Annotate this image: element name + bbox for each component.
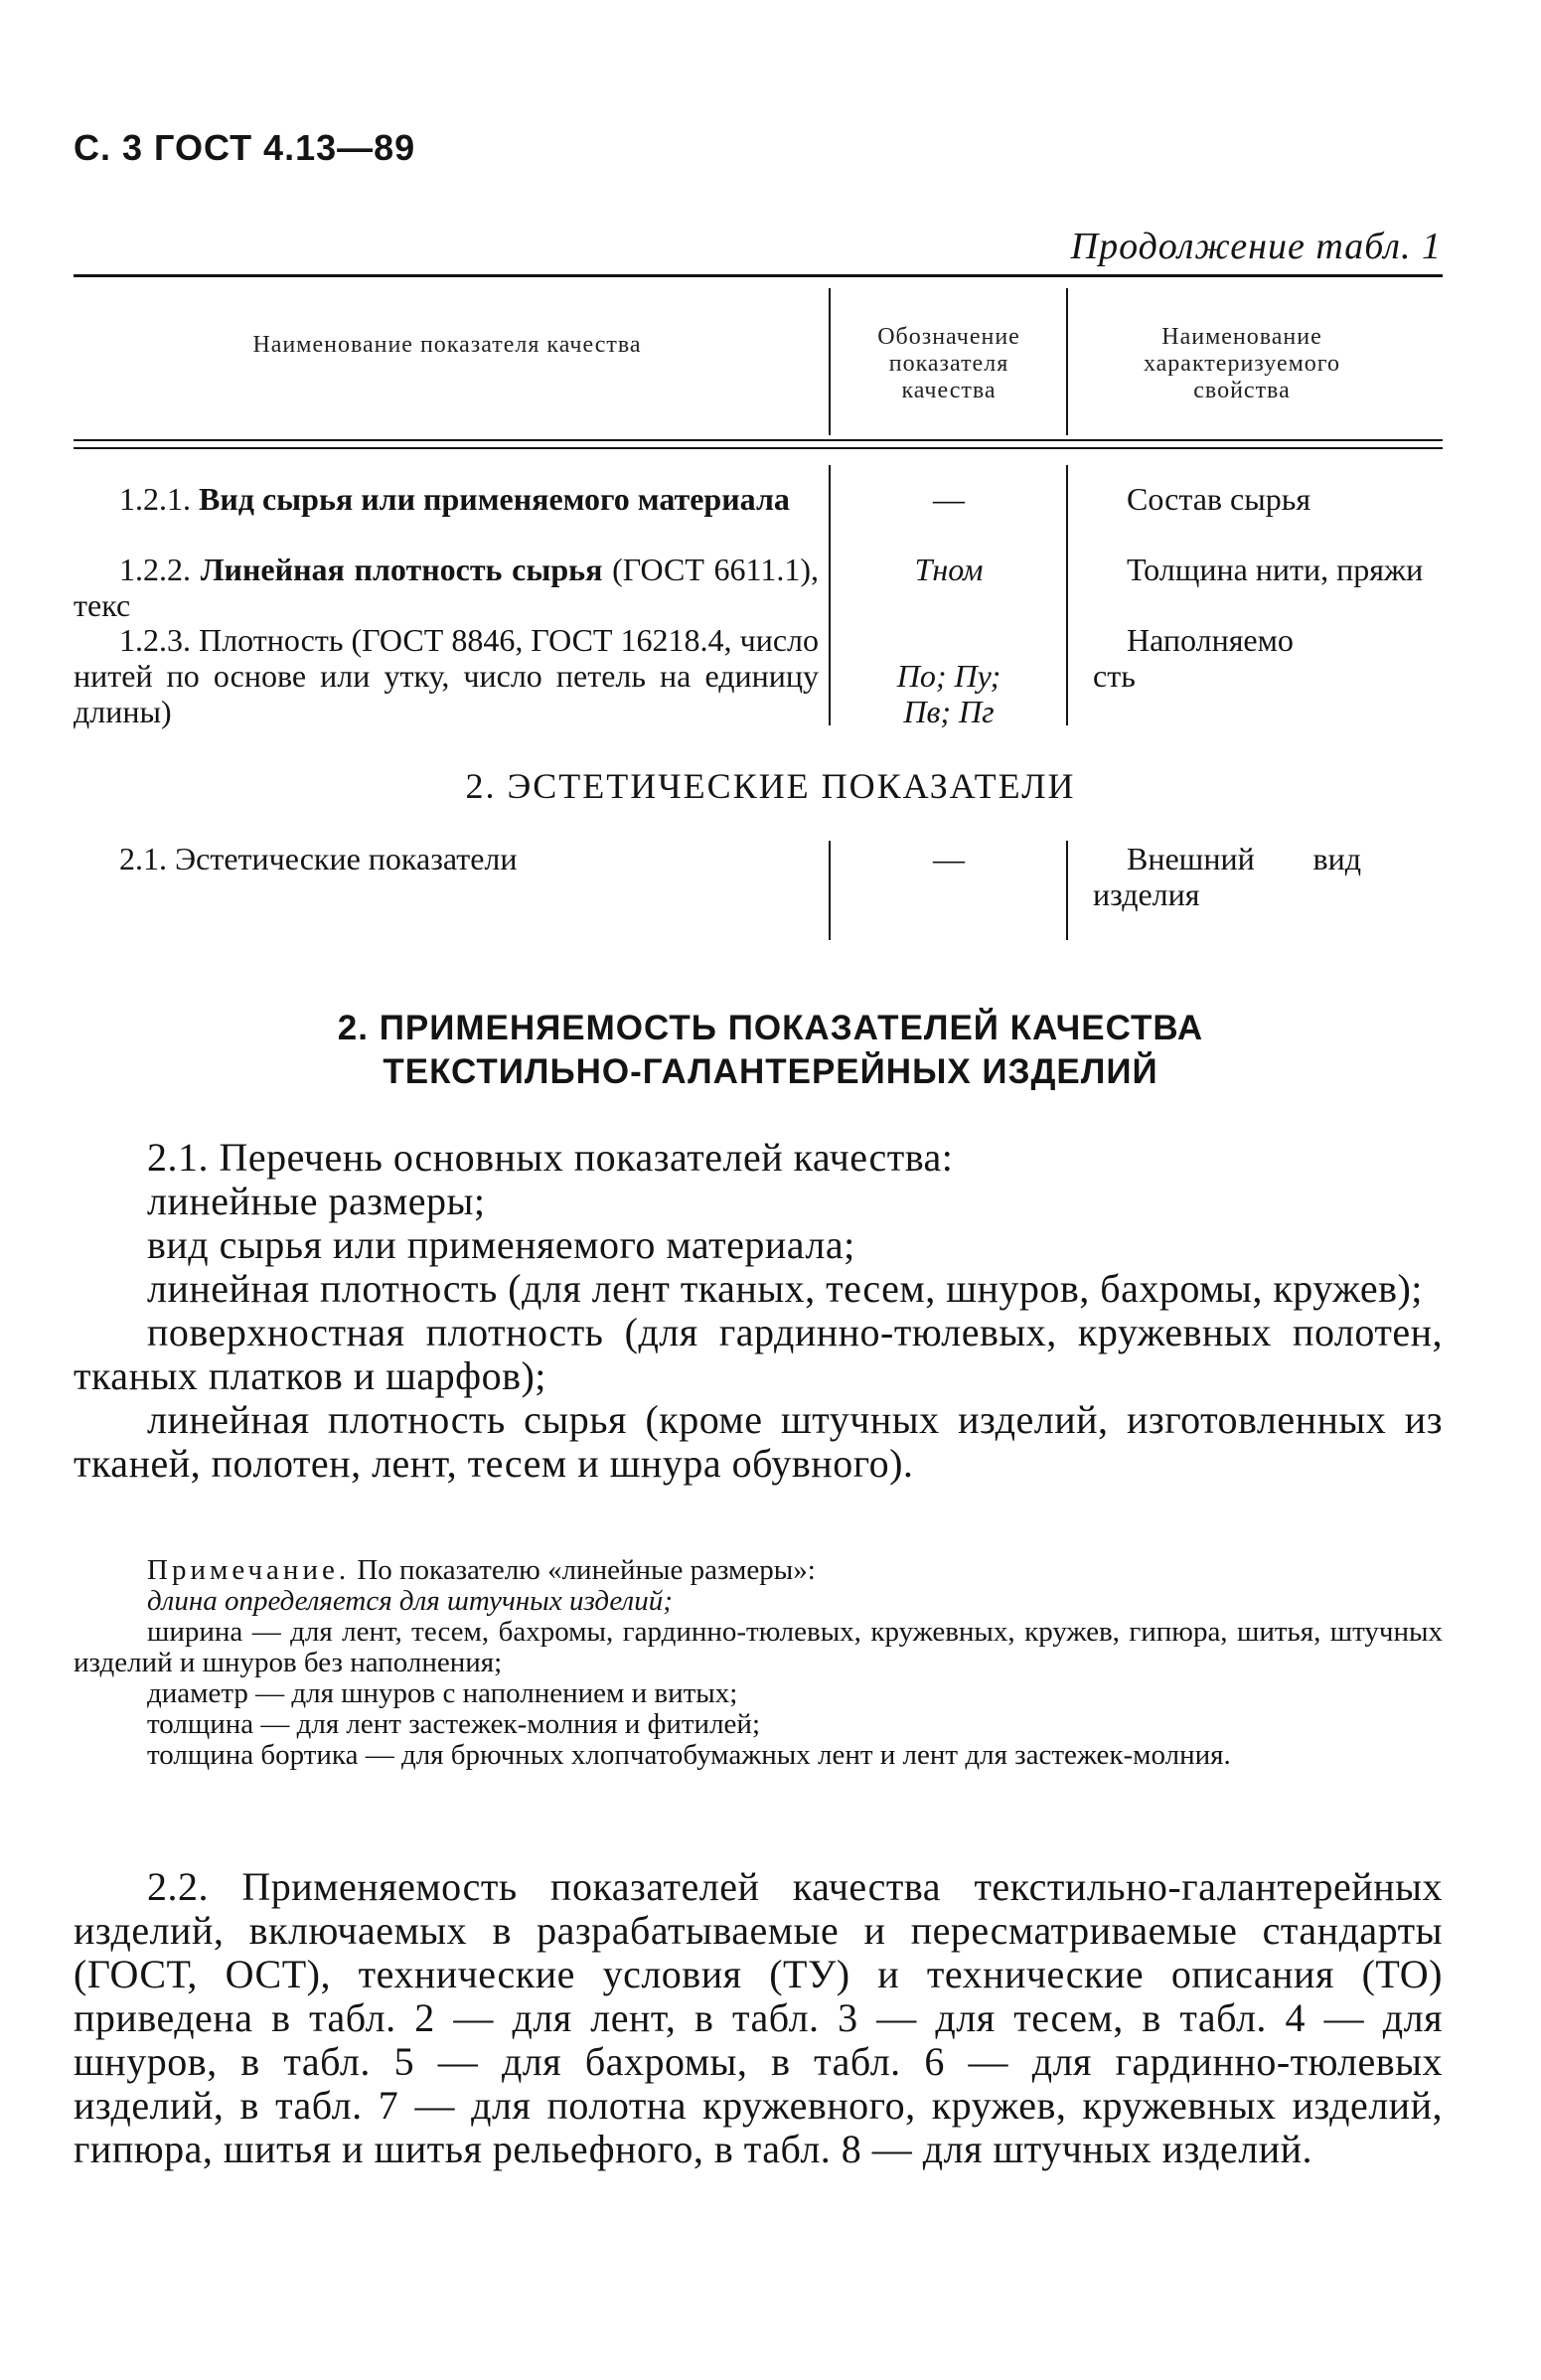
table-header-rule	[74, 447, 1443, 449]
table-row-symbol: По; Пу;	[896, 658, 1002, 694]
note-line: толщина бортика — для брючных хлопчатобумажных лент и лент для застежек-молния.	[147, 1739, 1231, 1771]
table-header-property: Наименование характеризуемого свойства	[1143, 324, 1341, 403]
table-column-divider	[1066, 841, 1068, 940]
section-heading: 2. ПРИМЕНЯЕМОСТЬ ПОКАЗАТЕЛЕЙ КАЧЕСТВА	[337, 1009, 1204, 1047]
list-item: линейная плотность (для лент тканых, тесем, шнуров, бахромы, кружев);	[147, 1266, 1423, 1311]
table-column-divider	[1066, 288, 1068, 435]
note-line: диаметр — для шнуров с наполнением и витых;	[147, 1677, 738, 1709]
note-line: ширина — для лент, тесем, бахромы, гардинно-тюлевых, кружевных, кружев, гипюра, шитья, штучных изделий и шнуров без наполнения;	[74, 1616, 1443, 1678]
table-column-divider	[829, 465, 831, 725]
table-column-divider	[829, 288, 831, 435]
paragraph-2-2: 2.2. Применяемость показателей качества текстильно-галантерейных изделий, включаемых в разрабатываемые и пересматриваемые стандарты (ГОСТ, ОСТ), технические условия (ТУ) и технические описания (ТО) приведена в табл. 2 — для лент, в табл. 3 — для тесем, в табл. 4 — для шнуров, в табл. 5 — для бахромы, в табл. 6 — для гардинно-тюлевых изделий, в табл. 7 — для полотна кружевного, кружев, кружевных изделий, гипюра, шитья и шитья рельефного, в табл. 8 — для штучных изделий.	[74, 1864, 1443, 2171]
note-label: Примечание.	[147, 1554, 351, 1586]
table-row-property: Наполняемость	[1093, 622, 1294, 694]
note-line: толщина — для лент застежек-молния и фитилей;	[147, 1708, 761, 1740]
table-row-symbol: Пв; Пг	[903, 694, 995, 729]
table-row-name: 2.1. Эстетические показатели	[119, 841, 518, 876]
paragraph-intro: 2.1. Перечень основных показателей качества:	[147, 1135, 954, 1180]
table-row-property: Толщина нити, пряжи	[1127, 552, 1424, 587]
table-continuation-label: Продолжение табл. 1	[1070, 226, 1442, 267]
table-row-symbol: Tном	[914, 552, 984, 587]
list-item: линейные размеры;	[147, 1179, 486, 1223]
table-row-symbol: —	[933, 481, 965, 517]
table-column-divider	[1066, 465, 1068, 725]
table-section-title: 2. ЭСТЕТИЧЕСКИЕ ПОКАЗАТЕЛИ	[465, 766, 1076, 806]
table-row-property: Внешний вид изделия	[1093, 841, 1361, 912]
table-row-name: 1.2.2. Линейная плотность сырья (ГОСТ 6611.1), текс	[74, 552, 820, 623]
table-top-rule	[74, 274, 1443, 277]
section-heading: ТЕКСТИЛЬНО-ГАЛАНТЕРЕЙНЫХ ИЗДЕЛИЙ	[383, 1052, 1158, 1091]
list-item: линейная плотность сырья (кроме штучных изделий, изготовленных из тканей, полотен, лент, тесем и шнура обувного).	[74, 1397, 1443, 1486]
table-header-name: Наименование показателя качества	[252, 332, 642, 358]
table-row-name: 1.2.3. Плотность (ГОСТ 8846, ГОСТ 16218.4, число нитей по основе или утку, число петель на единицу длины)	[74, 622, 820, 729]
note-line: длина определяется для штучных изделий;	[147, 1585, 673, 1617]
list-item: вид сырья или применяемого материала;	[147, 1222, 855, 1267]
table-header-rule	[74, 439, 1443, 441]
paragraph-2-1	[74, 1136, 1443, 1486]
table-column-divider	[829, 841, 831, 940]
note-block	[74, 1555, 1443, 1771]
note-intro: По показателю «линейные размеры»:	[357, 1554, 816, 1586]
table-row-property: Состав сырья	[1127, 481, 1311, 517]
table-row-name: 1.2.1. Вид сырья или применяемого материала	[119, 481, 790, 517]
page-header: С. 3 ГОСТ 4.13—89	[74, 127, 416, 168]
list-item: поверхностная плотность (для гардинно-тюлевых, кружевных полотен, тканых платков и шарфов);	[74, 1310, 1443, 1398]
table-header-symbol: Обозначение показателя качества	[877, 324, 1020, 403]
table-row-symbol: —	[933, 841, 965, 876]
